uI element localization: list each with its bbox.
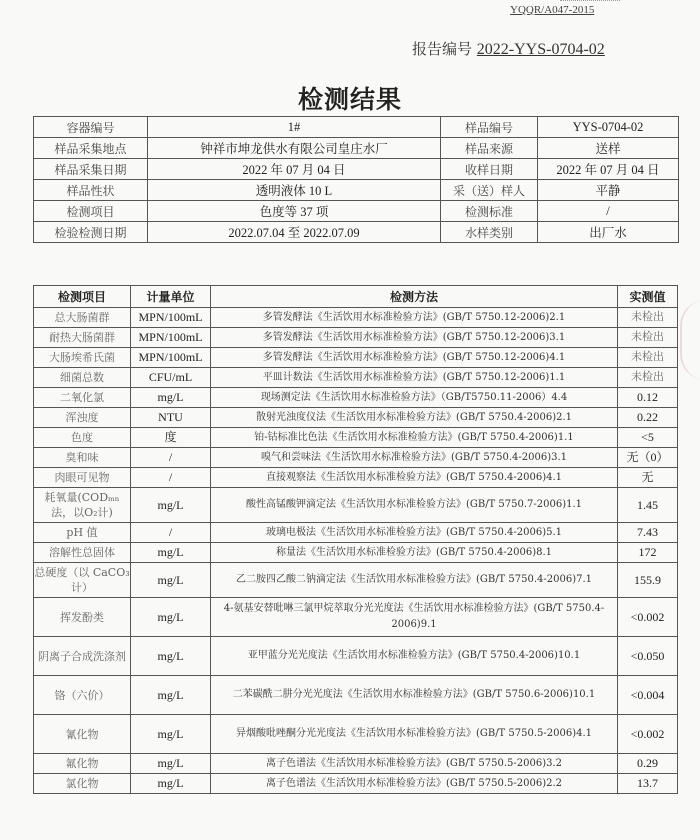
result-row [34,328,678,348]
result-value: <0.004 [618,676,678,715]
result-item: 细菌总数 [34,368,131,388]
info-row [34,201,679,222]
info-value-left: 1# [148,117,441,138]
header-unit: 计量单位 [131,286,211,308]
result-unit: mg/L [131,598,211,637]
info-value-right: / [538,201,679,222]
result-method: 多管发酵法《生活饮用水标准检验方法》(GB/T 5750.12-2006)2.1 [211,308,618,328]
info-row [34,117,679,138]
result-value: <0.002 [618,598,678,637]
result-item: 浑浊度 [34,408,131,428]
result-value: 无（0） [618,448,678,468]
result-unit: mg/L [131,563,211,598]
test-results-table [33,285,678,794]
result-row [34,598,678,637]
result-method: 铂-钴标准比色法《生活饮用水标准检验方法》(GB/T 5750.4-2006)1.1 [211,428,618,448]
result-value: 0.29 [618,754,678,774]
result-item: 肉眼可见物 [34,468,131,488]
result-row [34,368,678,388]
result-method: 亚甲蓝分光光度法《生活饮用水标准检验方法》(GB/T 5750.4-2006)10.1 [211,637,618,676]
result-item: 溶解性总固体 [34,543,131,563]
result-row [34,754,678,774]
top-edge-mark [560,0,620,3]
info-label-left: 检验检测日期 [34,222,148,243]
result-value: 无 [618,468,678,488]
info-label-left: 容器编号 [34,117,148,138]
result-unit: mg/L [131,488,211,523]
result-item: 大肠埃希氏菌 [34,348,131,368]
report-number-label: 报告编号 [412,40,473,58]
result-value: 7.43 [618,523,678,543]
result-unit: mg/L [131,715,211,754]
header-method: 检测方法 [211,286,618,308]
result-unit: mg/L [131,637,211,676]
result-item: 臭和味 [34,448,131,468]
info-row [34,138,679,159]
result-unit: MPN/100mL [131,328,211,348]
result-value: 1.45 [618,488,678,523]
header-value: 实测值 [618,286,678,308]
info-value-left: 钟祥市坤龙供水有限公司皇庄水厂 [148,138,441,159]
info-label-right: 采（送）样人 [441,180,538,201]
result-row [34,676,678,715]
info-value-left: 色度等 37 项 [148,201,441,222]
result-item: 总大肠菌群 [34,308,131,328]
result-unit: / [131,468,211,488]
sample-info-table [33,116,679,243]
result-value: 13.7 [618,774,678,794]
result-item: 氯化物 [34,774,131,794]
result-unit: NTU [131,408,211,428]
seal-stamp-edge [680,300,700,380]
result-method: 二苯碳酰二肼分光光度法《生活饮用水标准检验方法》(GB/T 5750.6-2006)10.1 [211,676,618,715]
result-method: 平皿计数法《生活饮用水标准检验方法》(GB/T 5750.12-2006)1.1 [211,368,618,388]
result-method: 直接观察法《生活饮用水标准检验方法》(GB/T 5750.4-2006)4.1 [211,468,618,488]
info-value-right: 送样 [538,138,679,159]
result-item: 耐热大肠菌群 [34,328,131,348]
result-value: 172 [618,543,678,563]
info-value-right: 出厂水 [538,222,679,243]
result-row [34,428,678,448]
info-value-right: 平静 [538,180,679,201]
result-item: 挥发酚类 [34,598,131,637]
report-number-line [412,38,605,59]
result-method: 酸性高锰酸钾滴定法《生活饮用水标准检验方法》(GB/T 5750.7-2006)1.1 [211,488,618,523]
result-row [34,388,678,408]
result-row [34,523,678,543]
info-row [34,222,679,243]
result-value: 未检出 [618,328,678,348]
result-method: 嗅气和尝味法《生活饮用水标准检验方法》(GB/T 5750.4-2006)3.1 [211,448,618,468]
result-method: 称量法《生活饮用水标准检验方法》(GB/T 5750.4-2006)8.1 [211,543,618,563]
info-label-right: 收样日期 [441,159,538,180]
result-row [34,715,678,754]
info-label-left: 样品采集日期 [34,159,148,180]
result-item: 色度 [34,428,131,448]
result-row [34,308,678,328]
result-unit: mg/L [131,754,211,774]
result-value: 0.12 [618,388,678,408]
info-label-right: 水样类别 [441,222,538,243]
result-row [34,348,678,368]
result-value: 未检出 [618,308,678,328]
info-value-left: 2022 年 07 月 04 日 [148,159,441,180]
result-unit: 度 [131,428,211,448]
result-value: 未检出 [618,348,678,368]
result-unit: CFU/mL [131,368,211,388]
info-label-right: 检测标准 [441,201,538,222]
result-item: 氰化物 [34,715,131,754]
result-value: <5 [618,428,678,448]
result-value: <0.002 [618,715,678,754]
result-row [34,488,678,523]
result-unit: mg/L [131,543,211,563]
result-row [34,543,678,563]
result-method: 离子色谱法《生活饮用水标准检验方法》(GB/T 5750.5-2006)3.2 [211,754,618,774]
info-row [34,159,679,180]
result-value: 0.22 [618,408,678,428]
result-method: 多管发酵法《生活饮用水标准检验方法》(GB/T 5750.12-2006)4.1 [211,348,618,368]
result-method: 4-氨基安替吡啉三氯甲烷萃取分光光度法《生活饮用水标准检验方法》(GB/T 5750.4-2006)9.1 [211,598,618,637]
result-item: pH 值 [34,523,131,543]
info-label-right: 样品编号 [441,117,538,138]
result-row [34,774,678,794]
result-row [34,468,678,488]
result-unit: mg/L [131,676,211,715]
info-value-right: YYS-0704-02 [538,117,679,138]
result-value: <0.050 [618,637,678,676]
result-item: 总硬度（以 CaCO₃计） [34,563,131,598]
result-method: 异烟酸吡唑酮分光光度法《生活饮用水标准检验方法》(GB/T 5750.5-2006)4.1 [211,715,618,754]
standard-code: YQQR/A047-2015 [510,4,595,16]
result-method: 玻璃电极法《生活饮用水标准检验方法》(GB/T 5750.4-2006)5.1 [211,523,618,543]
result-row [34,637,678,676]
result-method: 散射光浊度仪法《生活饮用水标准检验方法》(GB/T 5750.4-2006)2.1 [211,408,618,428]
result-method: 离子色谱法《生活饮用水标准检验方法》(GB/T 5750.5-2006)2.2 [211,774,618,794]
result-row [34,448,678,468]
result-method: 多管发酵法《生活饮用水标准检验方法》(GB/T 5750.12-2006)3.1 [211,328,618,348]
result-unit: MPN/100mL [131,348,211,368]
result-row [34,563,678,598]
info-label-left: 样品采集地点 [34,138,148,159]
info-label-right: 样品来源 [441,138,538,159]
result-unit: MPN/100mL [131,308,211,328]
results-header-row [34,286,678,308]
info-row [34,180,679,201]
page-title: 检测结果 [297,85,402,114]
info-label-left: 检测项目 [34,201,148,222]
result-method: 乙二胺四乙酸二钠滴定法《生活饮用水标准检验方法》(GB/T 5750.4-2006)7.1 [211,563,618,598]
result-method: 现场测定法《生活饮用水标准检验方法》（GB/T5750.11-2006）4.4 [211,388,618,408]
header-item: 检测项目 [34,286,131,308]
result-unit: mg/L [131,774,211,794]
result-item: 铬（六价） [34,676,131,715]
result-row [34,408,678,428]
result-unit: / [131,448,211,468]
result-item: 阴离子合成洗涤剂 [34,637,131,676]
result-value: 155.9 [618,563,678,598]
result-item: 氟化物 [34,754,131,774]
result-item: 二氧化氯 [34,388,131,408]
info-value-left: 2022.07.04 至 2022.07.09 [148,222,441,243]
info-label-left: 样品性状 [34,180,148,201]
info-value-right: 2022 年 07 月 04 日 [538,159,679,180]
result-item: 耗氧量(CODₘₙ法，以O₂计) [34,488,131,523]
info-value-left: 透明液体 10 L [148,180,441,201]
result-value: 未检出 [618,368,678,388]
report-number: 2022-YYS-0704-02 [476,41,605,58]
result-unit: mg/L [131,388,211,408]
result-unit: / [131,523,211,543]
